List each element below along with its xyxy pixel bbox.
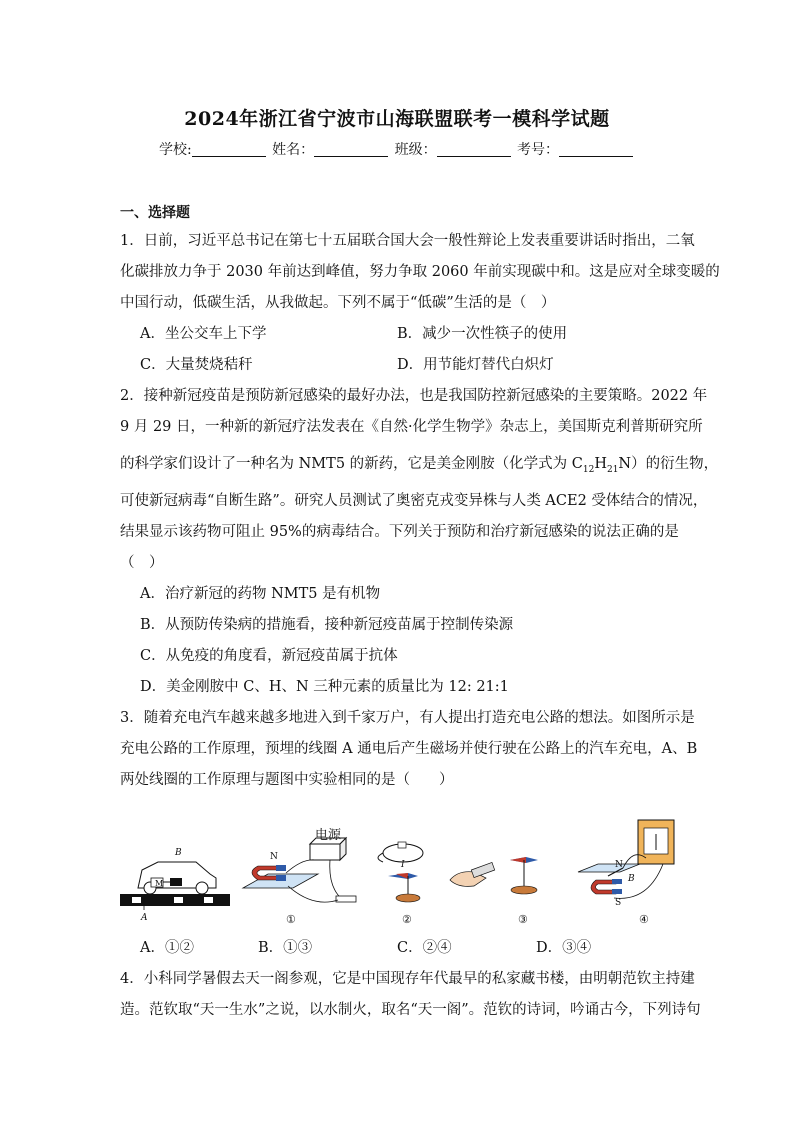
figure-2-compass-apparatus <box>378 842 423 902</box>
q2-line-3-text-b: N）的衍生物， <box>618 456 719 472</box>
q3-option-d[interactable]: D．③④ <box>536 940 592 956</box>
school-label: 学校: <box>158 142 192 158</box>
q3-line-3: 两处线圈的工作原理与题图中实验相同的是（ ） <box>120 772 454 788</box>
q4-line-2: 造。范钦取“天一生水”之说，以水制火，取名“天一阁”。范钦的诗词，吟诵古今，下列诗句 <box>120 1002 701 1018</box>
q3-line-2: 充电公路的工作原理，预埋的线圈 A 通电后产生磁场并使行驶在公路上的汽车充电，A、B <box>120 741 698 757</box>
figure-3-number: ③ <box>518 913 528 926</box>
figure-4-number: ④ <box>639 913 649 926</box>
label-i: I <box>401 860 405 870</box>
q3-option-a[interactable]: A．①② <box>140 940 194 956</box>
label-a-road: A <box>141 913 148 923</box>
figure-3-rod-apparatus <box>450 857 538 894</box>
q1-option-d[interactable]: D．用节能灯替代白炽灯 <box>397 357 554 373</box>
q1-line-3: 中国行动，低碳生活，从我做起。下列不属于“低碳”生活的是（ ） <box>120 295 556 311</box>
charging-road-figure <box>120 862 230 910</box>
class-blank[interactable] <box>437 142 511 157</box>
page-title: 2024年浙江省宁波市山海联盟联考一模科学试题 <box>184 108 610 130</box>
q3-option-b[interactable]: B．①③ <box>258 940 313 956</box>
q2-option-b[interactable]: B．从预防传染病的措施看，接种新冠疫苗属于控制传染源 <box>140 617 514 633</box>
label-b-fig4: B <box>628 874 635 884</box>
q3-figure-strip <box>118 818 678 933</box>
power-supply-label: 电源 <box>315 828 342 843</box>
formula-subscript-c: 12 <box>582 464 595 475</box>
formula-subscript-h: 21 <box>606 464 619 475</box>
q2-option-d[interactable]: D．美金刚胺中 C、H、N 三种元素的质量比为 12: 21:1 <box>140 679 509 695</box>
q2-line-3-text-a: 的科学家们设计了一种名为 NMT5 的新药，它是美金刚胺（化学式为 C <box>120 456 583 472</box>
label-m: M <box>155 879 164 888</box>
q2-line-2: 9 月 29 日，一种新的新冠疗法发表在《自然·化学生物学》杂志上，美国斯克利普斯研究所 <box>120 419 703 435</box>
label-s-fig4: S <box>615 898 622 908</box>
school-blank[interactable] <box>192 142 266 157</box>
q1-line-1: 1．日前，习近平总书记在第七十五届联合国大会一般性辩论上发表重要讲话时指出，二氧 <box>120 233 695 249</box>
q2-option-a[interactable]: A．治疗新冠的药物 NMT5 是有机物 <box>140 586 381 602</box>
q2-line-3 <box>120 452 718 475</box>
formula-h: H <box>594 456 607 472</box>
q1-option-b[interactable]: B．减少一次性筷子的使用 <box>397 326 568 342</box>
name-label: 姓名： <box>272 142 315 158</box>
q2-line-4: 可使新冠病毒“自断生路”。研究人员测试了奥密克戎变异株与人类 ACE2 受体结合的情况， <box>120 493 708 509</box>
figure-1-motor-apparatus <box>243 838 356 902</box>
q2-line-6: （ ） <box>120 555 164 571</box>
class-label: 班级： <box>394 142 437 158</box>
name-blank[interactable] <box>314 142 388 157</box>
section-heading: 一、选择题 <box>120 205 190 221</box>
figure-2-number: ② <box>402 913 412 926</box>
q2-option-c[interactable]: C．从免疫的角度看，新冠疫苗属于抗体 <box>140 648 398 664</box>
q1-option-a[interactable]: A．坐公交车上下学 <box>140 326 267 342</box>
figure-1-number: ① <box>286 913 296 926</box>
q4-line-1: 4．小科同学暑假去天一阁参观，它是中国现存年代最早的私家藏书楼，由明朝范钦主持建 <box>120 971 695 987</box>
number-label: 考号： <box>517 142 560 158</box>
label-n-fig4: N <box>615 860 623 870</box>
q3-line-1: 3．随着充电汽车越来越多地进入到千家万户，有人提出打造充电公路的想法。如图所示是 <box>120 710 695 726</box>
figure-4-galvanometer-apparatus <box>578 820 674 898</box>
number-blank[interactable] <box>559 142 633 157</box>
label-b-road: B <box>175 848 182 858</box>
q2-line-1: 2．接种新冠疫苗是预防新冠感染的最好办法，也是我国防控新冠感染的主要策略。2022 年 <box>120 388 708 404</box>
student-info-row <box>0 139 794 159</box>
q3-option-c[interactable]: C．②④ <box>397 940 452 956</box>
q1-line-2: 化碳排放力争于 2030 年前达到峰值，努力争取 2060 年前实现碳中和。这是应对全球变暖的 <box>120 264 720 280</box>
q2-line-5: 结果显示该药物可阻止 95%的病毒结合。下列关于预防和治疗新冠感染的说法正确的是 <box>120 524 679 540</box>
label-n-fig1: N <box>270 852 278 862</box>
q1-option-c[interactable]: C．大量焚烧秸秆 <box>140 357 253 373</box>
q3-figures-svg <box>118 818 678 933</box>
